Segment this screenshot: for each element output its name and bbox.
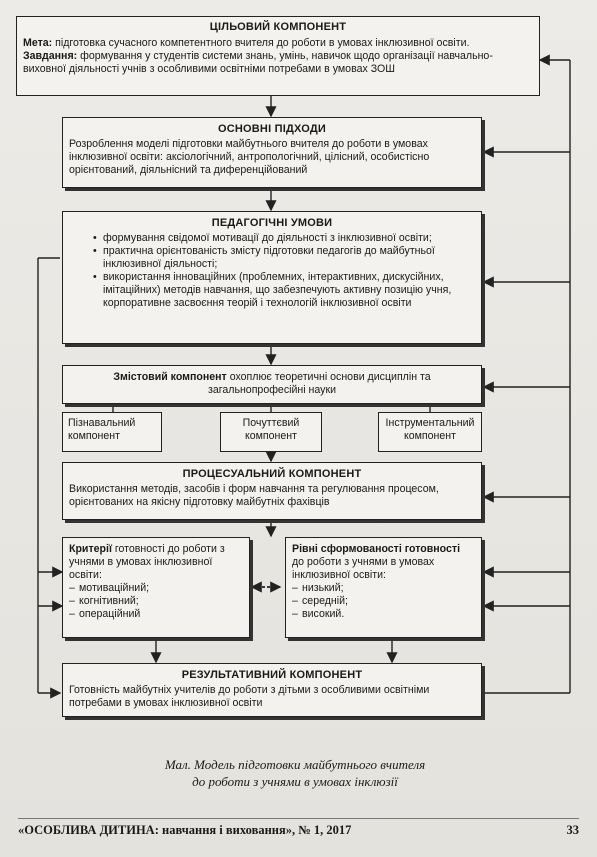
approaches-box: [62, 117, 482, 188]
task-text: формування у студентів системи знань, умінь, навичок щодо організації навчально-виховної діяльності учнів з особливими освітніми потребами в умовах ЗОШ: [23, 50, 493, 75]
instrumental-component-box: [378, 412, 482, 452]
journal-name: «ОСОБЛИВА ДИТИНА: навчання і виховання», № 1, 2017: [18, 823, 352, 837]
content-text: охоплює теоретичні основи дисциплін та загальнопрофесійні науки: [207, 371, 431, 396]
criteria-item: – операційний: [69, 608, 243, 621]
levels-list: [292, 582, 475, 621]
content-component-box: [62, 365, 482, 404]
caption-line-2: до роботи з учнями в умовах інклюзії: [192, 774, 398, 789]
criteria-item: – когнітивний;: [69, 595, 243, 608]
criteria-list: [69, 582, 243, 621]
levels-title: Рівні сформованості готовності: [292, 543, 461, 555]
goal-label: Мета:: [23, 37, 53, 49]
process-title: ПРОЦЕСУАЛЬНИЙ КОМПОНЕНТ: [182, 468, 362, 480]
conditions-title: ПЕДАГОГІЧНІ УМОВИ: [211, 217, 333, 229]
figure-caption: [60, 756, 530, 790]
result-title: РЕЗУЛЬТАТИВНИЙ КОМПОНЕНТ: [181, 669, 363, 681]
target-component-box: [16, 16, 540, 96]
process-text: Використання методів, засобів і форм навчання та регулювання процесом, орієнтованих на якісну підготовку майбутніх фахівців: [69, 483, 439, 508]
result-component-box: [62, 663, 482, 717]
conditions-box: [62, 211, 482, 344]
content-title: Змістовий компонент: [113, 371, 227, 383]
task-label: Завдання:: [23, 50, 78, 62]
conditions-list: [93, 232, 475, 310]
instrumental-component-label: Інструментальний компонент: [385, 417, 475, 442]
process-component-box: [62, 462, 482, 520]
levels-item: – середній;: [292, 595, 475, 608]
criteria-text: готовності до роботи з учнями в умовах інклюзивної освіти:: [69, 543, 225, 581]
criteria-box: [62, 537, 250, 638]
levels-text: до роботи з учнями в умовах інклюзивної освіти:: [292, 556, 435, 581]
page-number: 33: [566, 823, 579, 837]
page-footer: [18, 818, 579, 838]
cognitive-component-label: Пізнавальний компонент: [68, 417, 136, 442]
caption-line-1: Мал. Модель підготовки майбутнього вчителя: [164, 757, 426, 772]
result-text: Готовність майбутніх учителів до роботи з дітьми з особливими освітніми потребами в умовах інклюзивної освіти: [69, 684, 430, 709]
target-title: ЦІЛЬОВИЙ КОМПОНЕНТ: [209, 21, 347, 33]
approaches-text: Розроблення моделі підготовки майбутнього вчителя до роботи в умовах інклюзивної освіти: аксіологічний, антропологічний, цілісний, особистісно орієнтований, діяльнісний та диференційований: [69, 138, 430, 176]
levels-item: – низький;: [292, 582, 475, 595]
levels-box: [285, 537, 482, 638]
criteria-item: – мотиваційний;: [69, 582, 243, 595]
condition-item: • формування свідомої мотивації до діяльності з інклюзивної освіти;: [93, 232, 475, 245]
levels-item: – високий.: [292, 608, 475, 621]
condition-item: • практична орієнтованість змісту підготовки педагогів до майбутньої інклюзивної діяльності;: [93, 245, 475, 271]
condition-item: • використання інноваційних (проблемних, інтерактивних, дискусійних, імітаційних) методів навчання, що забезпечують активну позицію учня, корпоративне засвоєння теорій і технологій інклюзивної освіти: [93, 271, 475, 310]
cognitive-component-box: [62, 412, 162, 452]
emotional-component-label: Почуттєвий компонент: [242, 417, 300, 442]
approaches-title: ОСНОВНІ ПІДХОДИ: [217, 123, 326, 135]
goal-text: підготовка сучасного компетентного вчителя до роботи в умовах інклюзивної освіти.: [55, 37, 470, 49]
emotional-component-box: [220, 412, 322, 452]
criteria-title: Критерії: [69, 543, 112, 555]
